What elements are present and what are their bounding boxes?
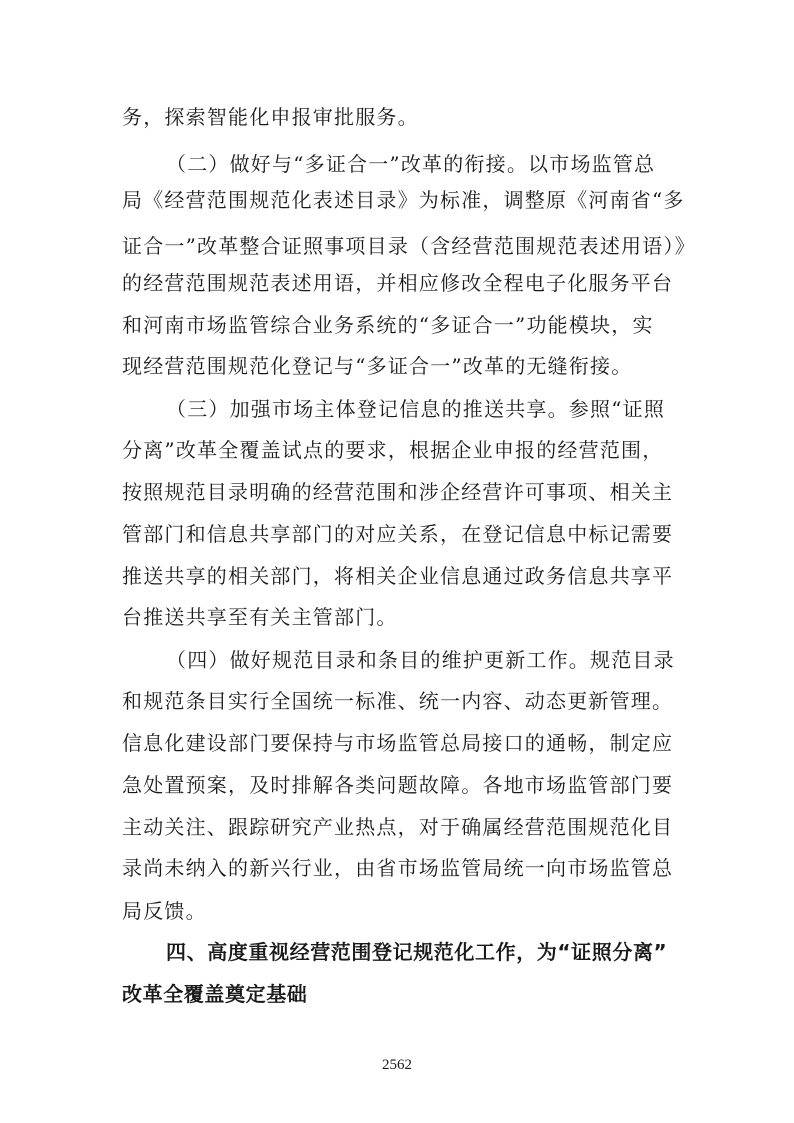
paragraph-first-line: （三）加强市场主体登记信息的推送共享。参照“证照 <box>166 397 666 421</box>
body-text-line: 管部门和信息共享部门的对应关系，在登记信息中标记需要 <box>122 522 674 546</box>
body-text-line: 信息化建设部门要保持与市场监管总局接口的通畅，制定应 <box>122 731 674 755</box>
body-text-line: 分离”改革全覆盖试点的要求，根据企业申报的经营范围， <box>122 438 664 462</box>
body-text-line: 主动关注、跟踪研究产业热点，对于确属经营范围规范化目 <box>122 815 674 839</box>
body-text-line: 的经营范围规范表述用语，并相应修改全程电子化服务平台 <box>122 271 674 295</box>
body-text-line: 推送共享的相关部门，将相关企业信息通过政务信息共享平 <box>122 564 674 588</box>
paragraph-first-line: （二）做好与“多证合一”改革的衔接。以市场监管总 <box>166 152 656 176</box>
body-text-line: 录尚未纳入的新兴行业，由省市场监管局统一向市场监管总 <box>122 856 674 880</box>
body-text-line: 局《经营范围规范化表述目录》为标准，调整原《河南省“多 <box>122 188 685 212</box>
body-text-line: 局反馈。 <box>122 899 207 923</box>
body-text-line: 台推送共享至有关主管部门。 <box>122 605 398 629</box>
body-text-line: 务，探索智能化申报审批服务。 <box>122 105 419 129</box>
section-heading: 四、高度重视经营范围登记规范化工作，为“证照分离” <box>166 940 668 964</box>
section-heading-continuation: 改革全覆盖奠定基础 <box>122 982 308 1006</box>
body-text-line: 按照规范目录明确的经营范围和涉企经营许可事项、相关主 <box>122 480 674 504</box>
body-text-line: 急处置预案，及时排解各类问题故障。各地市场监管部门要 <box>122 773 674 797</box>
body-text-line: 证合一”改革整合证照事项目录（含经营范围规范表述用语）》 <box>122 234 696 258</box>
paragraph-first-line: （四）做好规范目录和条目的维护更新工作。规范目录 <box>166 648 675 672</box>
page-number: 2562 <box>382 1057 412 1073</box>
body-text-line: 现经营范围规范化登记与“多证合一”改革的无缝衔接。 <box>122 354 633 378</box>
body-text-line: 和规范条目实行全国统一标准、统一内容、动态更新管理。 <box>122 689 674 713</box>
body-text-line: 和河南市场监管综合业务系统的“多证合一”功能模块，实 <box>122 313 654 337</box>
